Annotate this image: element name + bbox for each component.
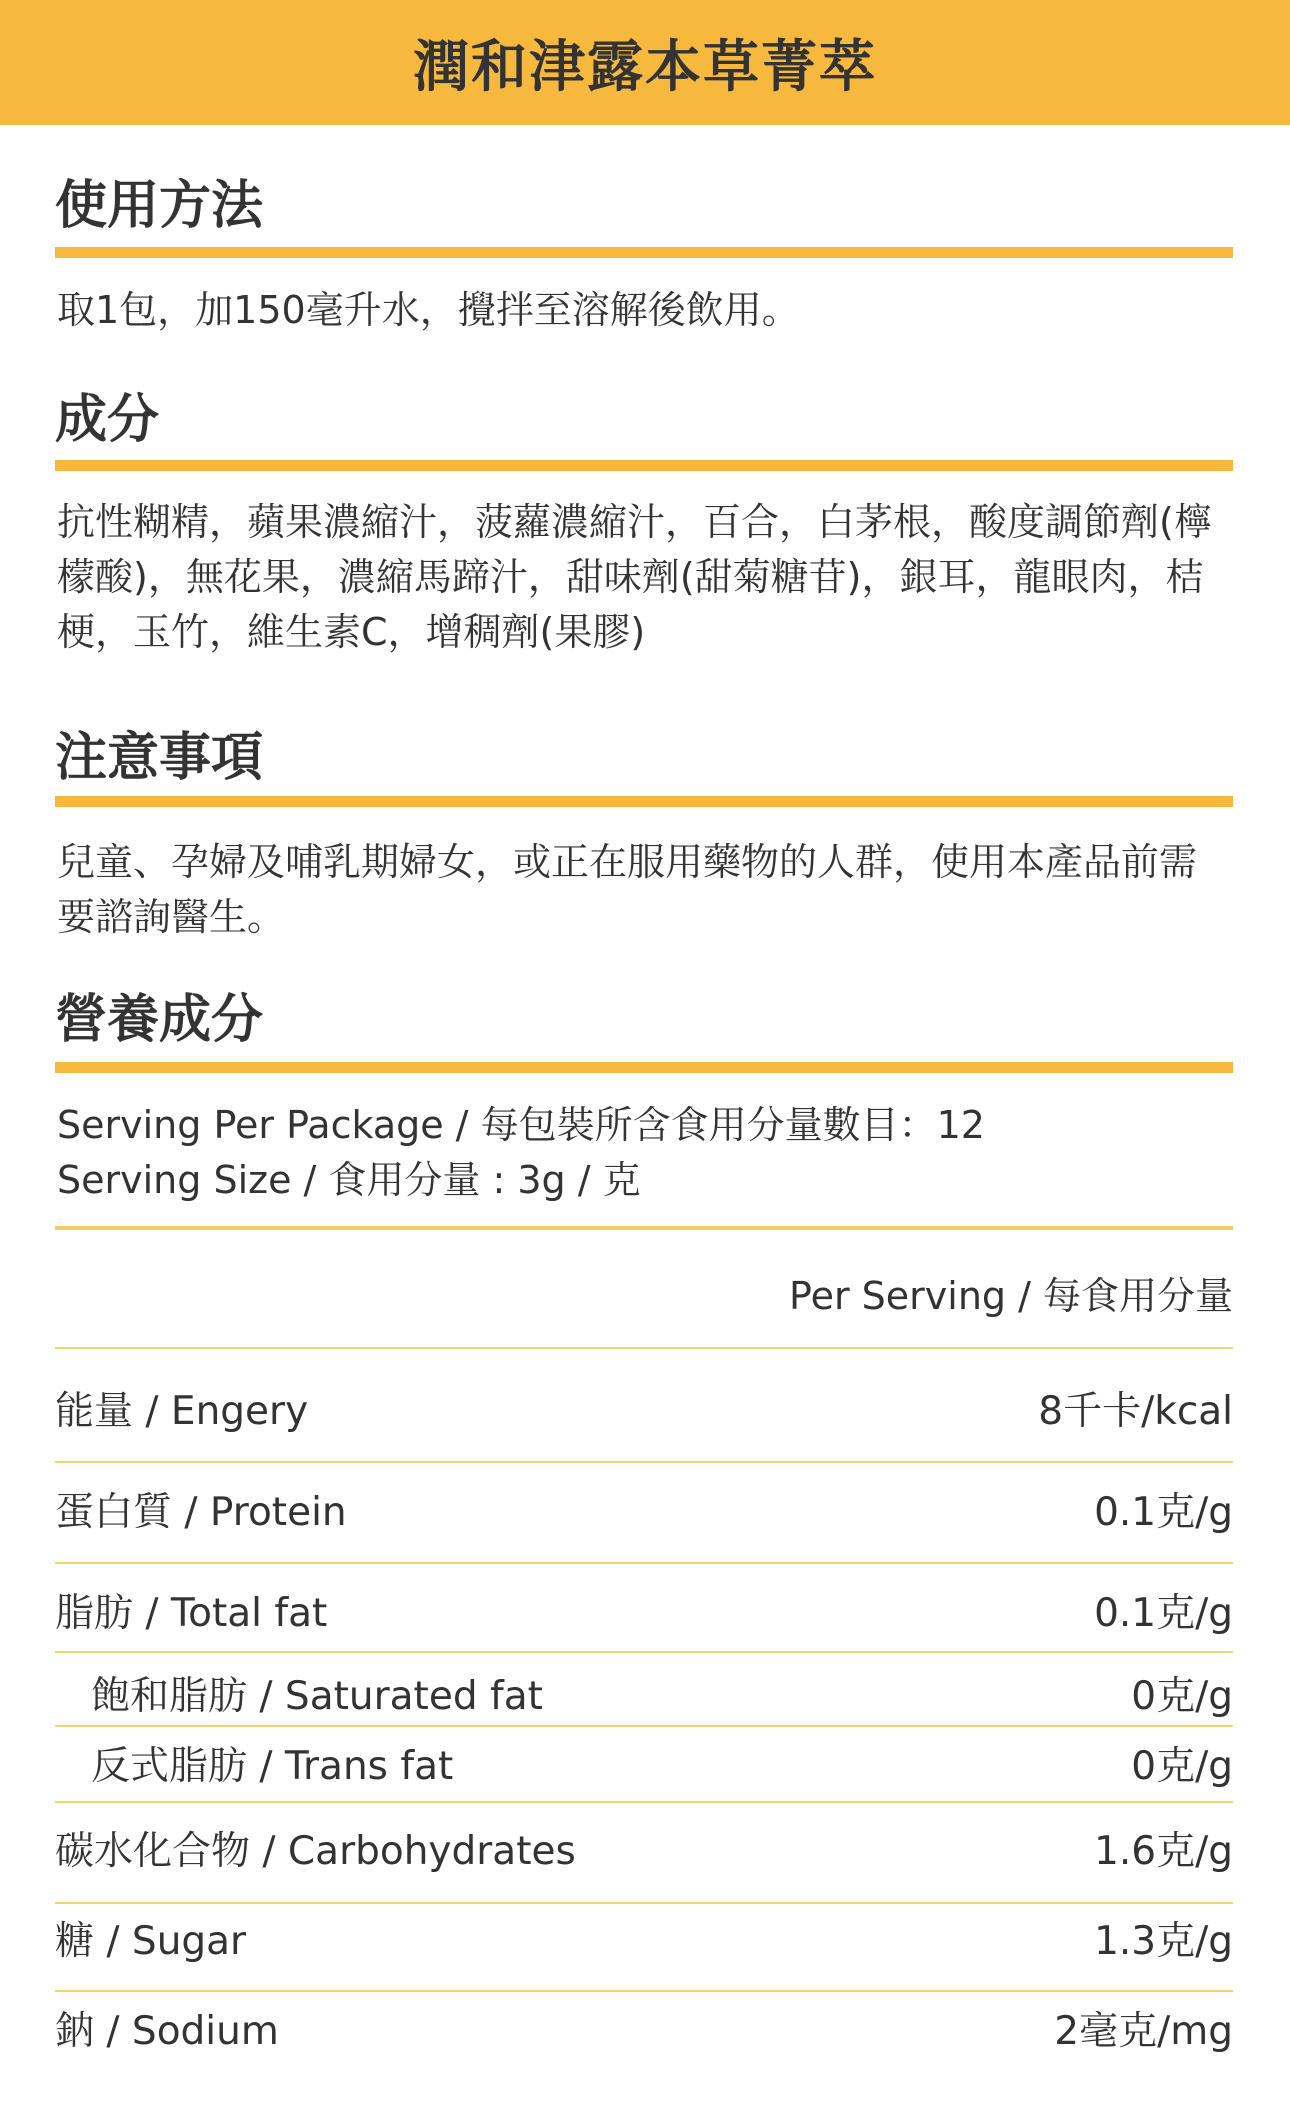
table-row [55,1582,1233,1638]
nutrient-label: 蛋白質 / Protein [55,1490,347,1535]
row-divider [55,1725,1233,1727]
notes-text: 兒童、孕婦及哺乳期婦女，或正在服用藥物的人群，使用本產品前需要諮詢醫生。 [57,840,1198,939]
ingredients-text: 抗性糊精，蘋果濃縮汁，菠蘿濃縮汁，百合，白茅根，酸度調節劑(檸檬酸)，無花果，濃縮馬蹄汁，甜味劑(甜菊糖苷)，銀耳，龍眼肉，桔梗，玉竹，維生素C，增稠劑(果膠) [57,500,1212,654]
nutrition-heading: 營養成分 [55,990,264,1050]
nutrient-value: 0.1克/g [1094,1490,1233,1535]
row-divider [55,1461,1233,1463]
table-row [55,1820,1233,1876]
per-serving-header: Per Serving / 每食用分量 [789,1274,1233,1318]
table-row [55,2000,1233,2056]
usage-heading: 使用方法 [55,176,264,236]
notes-divider [55,796,1233,807]
product-title-banner [0,0,1290,125]
nutrient-value: 0克/g [1131,1674,1233,1719]
ingredients-divider [55,460,1233,471]
nutrient-label: 鈉 / Sodium [55,2009,279,2054]
nutrient-value: 1.6克/g [1094,1829,1233,1874]
usage-text: 取1包，加150毫升水，攪拌至溶解後飲用。 [57,288,800,332]
row-divider [55,1651,1233,1653]
nutrient-label: 脂肪 / Total fat [55,1591,328,1636]
nutrient-value: 1.3克/g [1094,1919,1233,1964]
nutrient-label: 反式脂肪 / Trans fat [91,1744,454,1789]
nutrient-value: 8千卡/kcal [1038,1389,1233,1434]
nutrient-label: 飽和脂肪 / Saturated fat [91,1674,543,1719]
nutrient-label: 能量 / Engery [55,1389,309,1434]
table-row [55,1380,1233,1436]
nutrient-label: 碳水化合物 / Carbohydrates [55,1829,576,1874]
table-row [55,1481,1233,1537]
nutrient-value: 0.1克/g [1094,1591,1233,1636]
row-divider [55,1562,1233,1564]
table-row [55,1910,1233,1966]
nutrient-value: 2毫克/mg [1054,2009,1233,2054]
product-title: 潤和津露本草菁萃 [413,34,877,100]
row-divider [55,1990,1233,1992]
nutrient-label: 糖 / Sugar [55,1919,247,1964]
serving-per-package: Serving Per Package / 每包裝所含食用分量數目：12 [57,1103,985,1147]
notes-heading: 注意事項 [55,728,264,788]
table-row [55,1735,1233,1791]
nutrient-value: 0克/g [1131,1744,1233,1789]
header-divider [55,1347,1233,1349]
row-divider [55,1801,1233,1803]
table-row [55,1665,1233,1721]
ingredients-heading: 成分 [55,390,160,450]
nutrition-divider [55,1062,1233,1073]
serving-divider [55,1226,1233,1230]
serving-size: Serving Size / 食用分量 : 3g / 克 [57,1158,641,1202]
row-divider [55,1902,1233,1904]
usage-divider [55,247,1233,258]
